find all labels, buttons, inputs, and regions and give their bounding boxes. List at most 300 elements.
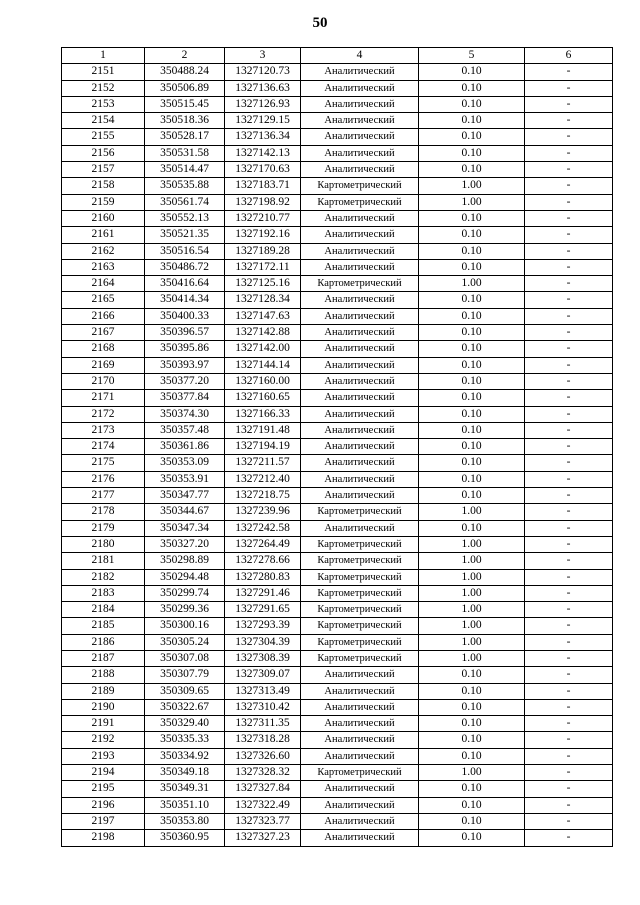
cell-point-number: 2156 (62, 145, 145, 161)
column-header-y-coordinate: 3 (225, 48, 301, 64)
cell-notes: - (525, 145, 613, 161)
cell-x-coordinate: 350361.86 (145, 439, 225, 455)
cell-notes: - (525, 422, 613, 438)
cell-y-coordinate: 1327239.96 (225, 504, 301, 520)
cell-method: Аналитический (301, 357, 419, 373)
cell-point-number: 2188 (62, 667, 145, 683)
cell-x-coordinate: 350294.48 (145, 569, 225, 585)
cell-point-number: 2179 (62, 520, 145, 536)
cell-x-coordinate: 350516.54 (145, 243, 225, 259)
cell-notes: - (525, 64, 613, 80)
cell-point-number: 2186 (62, 634, 145, 650)
header-row (62, 48, 613, 64)
cell-notes: - (525, 488, 613, 504)
cell-accuracy: 0.10 (419, 113, 525, 129)
cell-x-coordinate: 350521.35 (145, 227, 225, 243)
cell-notes: - (525, 813, 613, 829)
cell-point-number: 2181 (62, 553, 145, 569)
cell-point-number: 2177 (62, 488, 145, 504)
cell-point-number: 2165 (62, 292, 145, 308)
cell-notes: - (525, 830, 613, 846)
cell-accuracy: 0.10 (419, 308, 525, 324)
cell-method: Аналитический (301, 96, 419, 112)
cell-y-coordinate: 1327291.65 (225, 602, 301, 618)
cell-x-coordinate: 350307.79 (145, 667, 225, 683)
cell-notes: - (525, 569, 613, 585)
cell-method: Аналитический (301, 716, 419, 732)
cell-y-coordinate: 1327242.58 (225, 520, 301, 536)
table-row (62, 439, 613, 455)
cell-notes: - (525, 96, 613, 112)
cell-point-number: 2170 (62, 373, 145, 389)
cell-y-coordinate: 1327211.57 (225, 455, 301, 471)
cell-point-number: 2195 (62, 781, 145, 797)
cell-method: Картометрический (301, 536, 419, 552)
cell-notes: - (525, 390, 613, 406)
cell-x-coordinate: 350414.34 (145, 292, 225, 308)
cell-notes: - (525, 716, 613, 732)
cell-point-number: 2163 (62, 259, 145, 275)
table-row (62, 618, 613, 634)
cell-method: Аналитический (301, 308, 419, 324)
cell-y-coordinate: 1327313.49 (225, 683, 301, 699)
column-header-notes: 6 (525, 48, 613, 64)
cell-method: Аналитический (301, 830, 419, 846)
cell-accuracy: 0.10 (419, 129, 525, 145)
cell-method: Картометрический (301, 585, 419, 601)
cell-point-number: 2157 (62, 162, 145, 178)
cell-x-coordinate: 350400.33 (145, 308, 225, 324)
cell-notes: - (525, 553, 613, 569)
column-header-accuracy: 5 (419, 48, 525, 64)
cell-x-coordinate: 350299.74 (145, 585, 225, 601)
table-body (62, 64, 613, 846)
cell-x-coordinate: 350344.67 (145, 504, 225, 520)
cell-method: Картометрический (301, 194, 419, 210)
cell-y-coordinate: 1327291.46 (225, 585, 301, 601)
cell-x-coordinate: 350353.80 (145, 813, 225, 829)
table-row (62, 732, 613, 748)
cell-x-coordinate: 350351.10 (145, 797, 225, 813)
cell-point-number: 2171 (62, 390, 145, 406)
table-row (62, 292, 613, 308)
cell-x-coordinate: 350309.65 (145, 683, 225, 699)
table-header (62, 48, 613, 64)
cell-accuracy: 0.10 (419, 716, 525, 732)
table-row (62, 683, 613, 699)
table-row (62, 341, 613, 357)
cell-x-coordinate: 350488.24 (145, 64, 225, 80)
cell-point-number: 2192 (62, 732, 145, 748)
cell-x-coordinate: 350349.18 (145, 765, 225, 781)
cell-y-coordinate: 1327136.34 (225, 129, 301, 145)
cell-notes: - (525, 748, 613, 764)
cell-accuracy: 0.10 (419, 748, 525, 764)
table-row (62, 357, 613, 373)
cell-point-number: 2160 (62, 210, 145, 226)
cell-accuracy: 0.10 (419, 210, 525, 226)
cell-method: Аналитический (301, 64, 419, 80)
table-row (62, 129, 613, 145)
cell-method: Аналитический (301, 373, 419, 389)
cell-method: Аналитический (301, 243, 419, 259)
cell-y-coordinate: 1327192.16 (225, 227, 301, 243)
cell-x-coordinate: 350327.20 (145, 536, 225, 552)
cell-notes: - (525, 80, 613, 96)
cell-y-coordinate: 1327125.16 (225, 276, 301, 292)
cell-y-coordinate: 1327189.28 (225, 243, 301, 259)
table-row (62, 797, 613, 813)
cell-accuracy: 1.00 (419, 569, 525, 585)
cell-point-number: 2191 (62, 716, 145, 732)
cell-x-coordinate: 350531.58 (145, 145, 225, 161)
table-row (62, 699, 613, 715)
cell-x-coordinate: 350515.45 (145, 96, 225, 112)
cell-x-coordinate: 350353.91 (145, 471, 225, 487)
table-row (62, 569, 613, 585)
cell-y-coordinate: 1327147.63 (225, 308, 301, 324)
cell-method: Аналитический (301, 162, 419, 178)
cell-point-number: 2168 (62, 341, 145, 357)
cell-x-coordinate: 350528.17 (145, 129, 225, 145)
cell-point-number: 2161 (62, 227, 145, 243)
table-row (62, 276, 613, 292)
cell-x-coordinate: 350416.64 (145, 276, 225, 292)
cell-notes: - (525, 162, 613, 178)
cell-method: Аналитический (301, 113, 419, 129)
cell-y-coordinate: 1327144.14 (225, 357, 301, 373)
cell-notes: - (525, 618, 613, 634)
cell-method: Аналитический (301, 471, 419, 487)
cell-notes: - (525, 439, 613, 455)
cell-point-number: 2175 (62, 455, 145, 471)
cell-notes: - (525, 797, 613, 813)
cell-method: Аналитический (301, 259, 419, 275)
cell-x-coordinate: 350393.97 (145, 357, 225, 373)
table-row (62, 96, 613, 112)
cell-notes: - (525, 602, 613, 618)
cell-point-number: 2155 (62, 129, 145, 145)
cell-notes: - (525, 781, 613, 797)
cell-notes: - (525, 178, 613, 194)
table-row (62, 471, 613, 487)
table-row (62, 373, 613, 389)
cell-x-coordinate: 350377.20 (145, 373, 225, 389)
cell-point-number: 2187 (62, 650, 145, 666)
cell-accuracy: 0.10 (419, 145, 525, 161)
cell-y-coordinate: 1327280.83 (225, 569, 301, 585)
table-row (62, 553, 613, 569)
cell-method: Картометрический (301, 634, 419, 650)
cell-accuracy: 0.10 (419, 797, 525, 813)
cell-x-coordinate: 350561.74 (145, 194, 225, 210)
cell-x-coordinate: 350360.95 (145, 830, 225, 846)
cell-y-coordinate: 1327212.40 (225, 471, 301, 487)
cell-x-coordinate: 350357.48 (145, 422, 225, 438)
cell-accuracy: 0.10 (419, 439, 525, 455)
cell-y-coordinate: 1327142.13 (225, 145, 301, 161)
cell-x-coordinate: 350347.77 (145, 488, 225, 504)
cell-x-coordinate: 350349.31 (145, 781, 225, 797)
cell-accuracy: 1.00 (419, 602, 525, 618)
table-row (62, 813, 613, 829)
cell-method: Аналитический (301, 781, 419, 797)
cell-point-number: 2159 (62, 194, 145, 210)
cell-accuracy: 0.10 (419, 667, 525, 683)
cell-y-coordinate: 1327311.35 (225, 716, 301, 732)
cell-x-coordinate: 350535.88 (145, 178, 225, 194)
cell-point-number: 2162 (62, 243, 145, 259)
cell-y-coordinate: 1327327.23 (225, 830, 301, 846)
cell-method: Картометрический (301, 650, 419, 666)
cell-y-coordinate: 1327323.77 (225, 813, 301, 829)
cell-point-number: 2183 (62, 585, 145, 601)
cell-notes: - (525, 634, 613, 650)
cell-accuracy: 0.10 (419, 162, 525, 178)
table-row (62, 422, 613, 438)
table-row (62, 406, 613, 422)
cell-point-number: 2169 (62, 357, 145, 373)
table-row (62, 602, 613, 618)
cell-accuracy: 0.10 (419, 80, 525, 96)
cell-y-coordinate: 1327327.84 (225, 781, 301, 797)
cell-method: Аналитический (301, 667, 419, 683)
cell-point-number: 2154 (62, 113, 145, 129)
table-row (62, 667, 613, 683)
column-header-x-coordinate: 2 (145, 48, 225, 64)
cell-method: Аналитический (301, 210, 419, 226)
cell-x-coordinate: 350377.84 (145, 390, 225, 406)
cell-notes: - (525, 243, 613, 259)
cell-notes: - (525, 308, 613, 324)
cell-point-number: 2184 (62, 602, 145, 618)
cell-method: Картометрический (301, 569, 419, 585)
cell-method: Аналитический (301, 520, 419, 536)
cell-method: Аналитический (301, 227, 419, 243)
table-row (62, 650, 613, 666)
cell-accuracy: 1.00 (419, 650, 525, 666)
cell-notes: - (525, 373, 613, 389)
cell-method: Аналитический (301, 422, 419, 438)
cell-notes: - (525, 325, 613, 341)
cell-y-coordinate: 1327160.00 (225, 373, 301, 389)
cell-notes: - (525, 276, 613, 292)
cell-notes: - (525, 667, 613, 683)
cell-method: Аналитический (301, 129, 419, 145)
cell-accuracy: 0.10 (419, 390, 525, 406)
table-row (62, 748, 613, 764)
cell-y-coordinate: 1327264.49 (225, 536, 301, 552)
cell-accuracy: 1.00 (419, 536, 525, 552)
cell-notes: - (525, 504, 613, 520)
cell-x-coordinate: 350374.30 (145, 406, 225, 422)
cell-notes: - (525, 227, 613, 243)
cell-y-coordinate: 1327166.33 (225, 406, 301, 422)
cell-x-coordinate: 350486.72 (145, 259, 225, 275)
cell-y-coordinate: 1327293.39 (225, 618, 301, 634)
cell-point-number: 2166 (62, 308, 145, 324)
cell-accuracy: 0.10 (419, 471, 525, 487)
cell-accuracy: 1.00 (419, 553, 525, 569)
column-header-method: 4 (301, 48, 419, 64)
cell-y-coordinate: 1327194.19 (225, 439, 301, 455)
cell-y-coordinate: 1327210.77 (225, 210, 301, 226)
cell-notes: - (525, 357, 613, 373)
cell-notes: - (525, 699, 613, 715)
cell-notes: - (525, 194, 613, 210)
cell-y-coordinate: 1327218.75 (225, 488, 301, 504)
cell-method: Картометрический (301, 553, 419, 569)
table-row (62, 259, 613, 275)
cell-y-coordinate: 1327322.49 (225, 797, 301, 813)
cell-accuracy: 0.10 (419, 406, 525, 422)
table-row (62, 488, 613, 504)
cell-accuracy: 0.10 (419, 373, 525, 389)
cell-y-coordinate: 1327191.48 (225, 422, 301, 438)
table-row (62, 210, 613, 226)
cell-accuracy: 0.10 (419, 520, 525, 536)
cell-point-number: 2167 (62, 325, 145, 341)
table-row (62, 455, 613, 471)
cell-point-number: 2178 (62, 504, 145, 520)
cell-method: Аналитический (301, 439, 419, 455)
cell-method: Аналитический (301, 80, 419, 96)
table-row (62, 765, 613, 781)
cell-accuracy: 0.10 (419, 683, 525, 699)
cell-x-coordinate: 350300.16 (145, 618, 225, 634)
cell-accuracy: 0.10 (419, 96, 525, 112)
page-number: 50 (312, 15, 328, 31)
table-row (62, 80, 613, 96)
cell-accuracy: 0.10 (419, 259, 525, 275)
cell-y-coordinate: 1327309.07 (225, 667, 301, 683)
cell-x-coordinate: 350334.92 (145, 748, 225, 764)
cell-point-number: 2152 (62, 80, 145, 96)
cell-point-number: 2198 (62, 830, 145, 846)
cell-point-number: 2174 (62, 439, 145, 455)
cell-y-coordinate: 1327142.88 (225, 325, 301, 341)
table-row (62, 536, 613, 552)
cell-y-coordinate: 1327128.34 (225, 292, 301, 308)
cell-method: Аналитический (301, 797, 419, 813)
cell-point-number: 2172 (62, 406, 145, 422)
cell-accuracy: 0.10 (419, 64, 525, 80)
table-row (62, 325, 613, 341)
table-row (62, 113, 613, 129)
table-row (62, 830, 613, 846)
cell-point-number: 2189 (62, 683, 145, 699)
cell-accuracy: 0.10 (419, 813, 525, 829)
cell-method: Аналитический (301, 813, 419, 829)
column-header-point-number: 1 (62, 48, 145, 64)
cell-y-coordinate: 1327328.32 (225, 765, 301, 781)
table-row (62, 716, 613, 732)
cell-x-coordinate: 350298.89 (145, 553, 225, 569)
cell-point-number: 2176 (62, 471, 145, 487)
cell-accuracy: 1.00 (419, 276, 525, 292)
cell-accuracy: 0.10 (419, 781, 525, 797)
cell-x-coordinate: 350514.47 (145, 162, 225, 178)
cell-notes: - (525, 765, 613, 781)
cell-method: Картометрический (301, 178, 419, 194)
table-row (62, 504, 613, 520)
cell-accuracy: 1.00 (419, 178, 525, 194)
cell-method: Картометрический (301, 618, 419, 634)
cell-method: Картометрический (301, 602, 419, 618)
cell-accuracy: 0.10 (419, 292, 525, 308)
cell-y-coordinate: 1327170.63 (225, 162, 301, 178)
cell-x-coordinate: 350552.13 (145, 210, 225, 226)
cell-accuracy: 1.00 (419, 618, 525, 634)
cell-point-number: 2194 (62, 765, 145, 781)
cell-point-number: 2196 (62, 797, 145, 813)
cell-notes: - (525, 341, 613, 357)
cell-point-number: 2197 (62, 813, 145, 829)
cell-method: Аналитический (301, 748, 419, 764)
coordinates-table (61, 47, 613, 847)
table-row (62, 162, 613, 178)
cell-y-coordinate: 1327142.00 (225, 341, 301, 357)
cell-x-coordinate: 350329.40 (145, 716, 225, 732)
cell-notes: - (525, 259, 613, 275)
cell-x-coordinate: 350353.09 (145, 455, 225, 471)
cell-accuracy: 1.00 (419, 194, 525, 210)
cell-accuracy: 0.10 (419, 357, 525, 373)
cell-y-coordinate: 1327136.63 (225, 80, 301, 96)
cell-method: Аналитический (301, 325, 419, 341)
cell-accuracy: 0.10 (419, 243, 525, 259)
cell-method: Аналитический (301, 145, 419, 161)
table-row (62, 781, 613, 797)
cell-accuracy: 0.10 (419, 325, 525, 341)
cell-notes: - (525, 683, 613, 699)
cell-method: Аналитический (301, 390, 419, 406)
cell-y-coordinate: 1327308.39 (225, 650, 301, 666)
cell-y-coordinate: 1327318.28 (225, 732, 301, 748)
cell-accuracy: 0.10 (419, 732, 525, 748)
cell-method: Аналитический (301, 341, 419, 357)
table-row (62, 634, 613, 650)
table-row (62, 194, 613, 210)
cell-notes: - (525, 406, 613, 422)
cell-accuracy: 0.10 (419, 488, 525, 504)
cell-y-coordinate: 1327160.65 (225, 390, 301, 406)
cell-y-coordinate: 1327172.11 (225, 259, 301, 275)
cell-point-number: 2193 (62, 748, 145, 764)
cell-y-coordinate: 1327310.42 (225, 699, 301, 715)
table-row (62, 390, 613, 406)
cell-method: Аналитический (301, 732, 419, 748)
cell-method: Аналитический (301, 406, 419, 422)
cell-method: Картометрический (301, 765, 419, 781)
table-row (62, 227, 613, 243)
cell-x-coordinate: 350518.36 (145, 113, 225, 129)
cell-method: Аналитический (301, 292, 419, 308)
cell-y-coordinate: 1327198.92 (225, 194, 301, 210)
cell-x-coordinate: 350506.89 (145, 80, 225, 96)
cell-notes: - (525, 292, 613, 308)
cell-point-number: 2164 (62, 276, 145, 292)
cell-notes: - (525, 455, 613, 471)
cell-notes: - (525, 536, 613, 552)
cell-y-coordinate: 1327129.15 (225, 113, 301, 129)
cell-x-coordinate: 350396.57 (145, 325, 225, 341)
cell-notes: - (525, 650, 613, 666)
cell-accuracy: 0.10 (419, 699, 525, 715)
cell-y-coordinate: 1327278.66 (225, 553, 301, 569)
cell-x-coordinate: 350335.33 (145, 732, 225, 748)
cell-point-number: 2182 (62, 569, 145, 585)
